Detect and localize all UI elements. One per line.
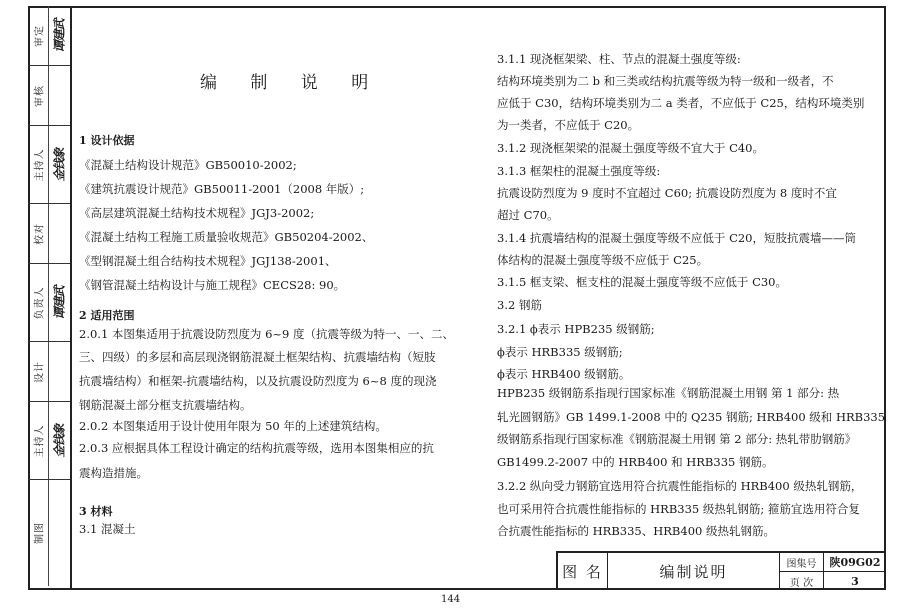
text-line: 3.1.1 现浇框架梁、柱、节点的混凝土强度等级: (497, 52, 741, 66)
text-line: 3.1.2 现浇框架梁的混凝土强度等级不宜大于 C40。 (497, 141, 765, 155)
text-line: 级钢筋系指现行国家标准《钢筋混凝土用钢 第 2 部分: 热轧带肋钢筋》 (497, 432, 857, 446)
sidebar-role-label: 审定 (34, 24, 46, 47)
sidebar-cell (28, 204, 70, 264)
text-line: GB1499.2-2007 中的 HRB400 和 HRB335 钢筋。 (497, 455, 774, 469)
text-line: 《混凝土结构设计规范》GB50010-2002; (79, 158, 297, 172)
sidebar-role-label: 主持人 (34, 424, 46, 457)
title-block-name: 编制说明 (608, 553, 780, 590)
sidebar-cell (28, 126, 70, 204)
text-line: 轧光圆钢筋》GB 1499.1-2008 中的 Q235 钢筋; HRB400 级和 HRB335 (497, 410, 886, 424)
text-line: 结构环境类别为二 b 和三类或结构抗震等级为特一级和一级者，不 (497, 74, 834, 88)
text-line: 为一类者，不应低于 C20。 (497, 118, 640, 132)
sidebar-cell (28, 264, 70, 342)
title-block-label: 图 名 (558, 553, 608, 590)
text-line: ϕ表示 HRB335 级钢筋; (497, 345, 623, 359)
text-line: 《高层建筑混凝土结构技术规程》JGJ3-2002; (79, 206, 315, 220)
sidebar-signature: 谭建武 (52, 285, 67, 320)
text-line: 《建筑抗震设计规范》GB50011-2001（2008 年版）; (79, 182, 365, 196)
text-line: 3.1.5 框支梁、框支柱的混凝土强度等级不应低于 C30。 (497, 275, 788, 289)
text-line: 2.0.2 本图集适用于设计使用年限为 50 年的上述建筑结构。 (79, 419, 387, 433)
sidebar-role-label: 审核 (34, 84, 46, 107)
sidebar-cell (28, 66, 70, 126)
sidebar-cell (28, 480, 70, 586)
text-line: 钢筋混凝土部分框支抗震墙结构。 (79, 398, 252, 412)
text-line: 抗震墙结构）和框架-抗震墙结构，以及抗震设防烈度为 6~8 度的现浇 (79, 374, 437, 388)
text-line: 震构造措施。 (79, 466, 148, 480)
text-line: 3.1 混凝土 (79, 522, 136, 536)
section-heading: 1 设计依据 (79, 134, 135, 147)
atlas-number: 陕09G02 (824, 553, 886, 572)
text-line: 抗震设防烈度为 9 度时不宜超过 C60; 抗震设防烈度为 8 度时不宜 (497, 186, 837, 200)
atlas-number-label: 图集号 (780, 553, 824, 572)
text-line: 3.1.4 抗震墙结构的混凝土强度等级不应低于 C20，短肢抗震墙——筒 (497, 231, 857, 245)
sidebar-signature: 金钱象 (52, 147, 67, 182)
sidebar-cell (28, 402, 70, 480)
approval-sidebar (28, 6, 72, 590)
sidebar-role-label: 校对 (34, 222, 46, 245)
text-line: 《混凝土结构工程施工质量验收规范》GB50204-2002、 (79, 230, 374, 244)
text-line: 3.2 钢筋 (497, 298, 542, 312)
sidebar-role-label: 负责人 (34, 286, 46, 319)
section-heading: 3 材料 (79, 505, 113, 518)
sidebar-signature: 金钱象 (52, 423, 67, 458)
text-line: HPB235 级钢筋系指现行国家标准《钢筋混凝土用钢 第 1 部分: 热 (497, 386, 840, 400)
section-heading: 2 适用范围 (79, 309, 135, 322)
text-line: 3.2.1 ϕ表示 HPB235 级钢筋; (497, 322, 655, 336)
text-line: 体结构的混凝土强度等级不应低于 C25。 (497, 253, 709, 267)
sidebar-role-label: 主持人 (34, 148, 46, 181)
title-block (556, 551, 886, 590)
text-line: 2.0.1 本图集适用于抗震设防烈度为 6~9 度（抗震等级为特一、一、二、 (79, 327, 454, 341)
sidebar-signature: 谭建武 (52, 18, 67, 53)
sidebar-role-label: 制图 (34, 522, 46, 544)
text-line: 三、四级）的多层和高层现浇钢筋混凝土框架结构、抗震墙结构（短肢 (79, 350, 436, 364)
book-page-number: 144 (441, 594, 461, 605)
text-line: 《钢管混凝土结构设计与施工规程》CECS28: 90。 (79, 278, 346, 292)
sidebar-cell (28, 342, 70, 402)
text-line: 合抗震性能指标的 HRB335、HRB400 级热轧钢筋。 (497, 524, 775, 538)
text-line: ϕ表示 HRB400 级钢筋。 (497, 367, 631, 381)
text-line: 3.1.3 框架柱的混凝土强度等级: (497, 164, 661, 178)
text-line: 也可采用符合抗震性能指标的 HRB335 级热轧钢筋; 箍筋宜选用符合复 (497, 502, 860, 516)
sidebar-role-label: 设计 (34, 360, 46, 383)
sidebar-cell (28, 6, 70, 66)
text-line: 超过 C70。 (497, 208, 559, 222)
sheet-page-number: 3 (851, 574, 859, 588)
text-line: 3.2.2 纵向受力钢筋宜选用符合抗震性能指标的 HRB400 级热轧钢筋， (497, 479, 863, 493)
page-title: 编 制 说 明 (200, 73, 383, 93)
text-line: 2.0.3 应根据具体工程设计确定的结构抗震等级，选用本图集相应的抗 (79, 441, 434, 455)
text-line: 应低于 C30，结构环境类别为二 a 类者，不应低于 C25，结构环境类别 (497, 96, 865, 110)
text-line: 《型钢混凝土组合结构技术规程》JGJ138-2001、 (79, 254, 337, 268)
page-label: 页 次 (780, 572, 824, 590)
